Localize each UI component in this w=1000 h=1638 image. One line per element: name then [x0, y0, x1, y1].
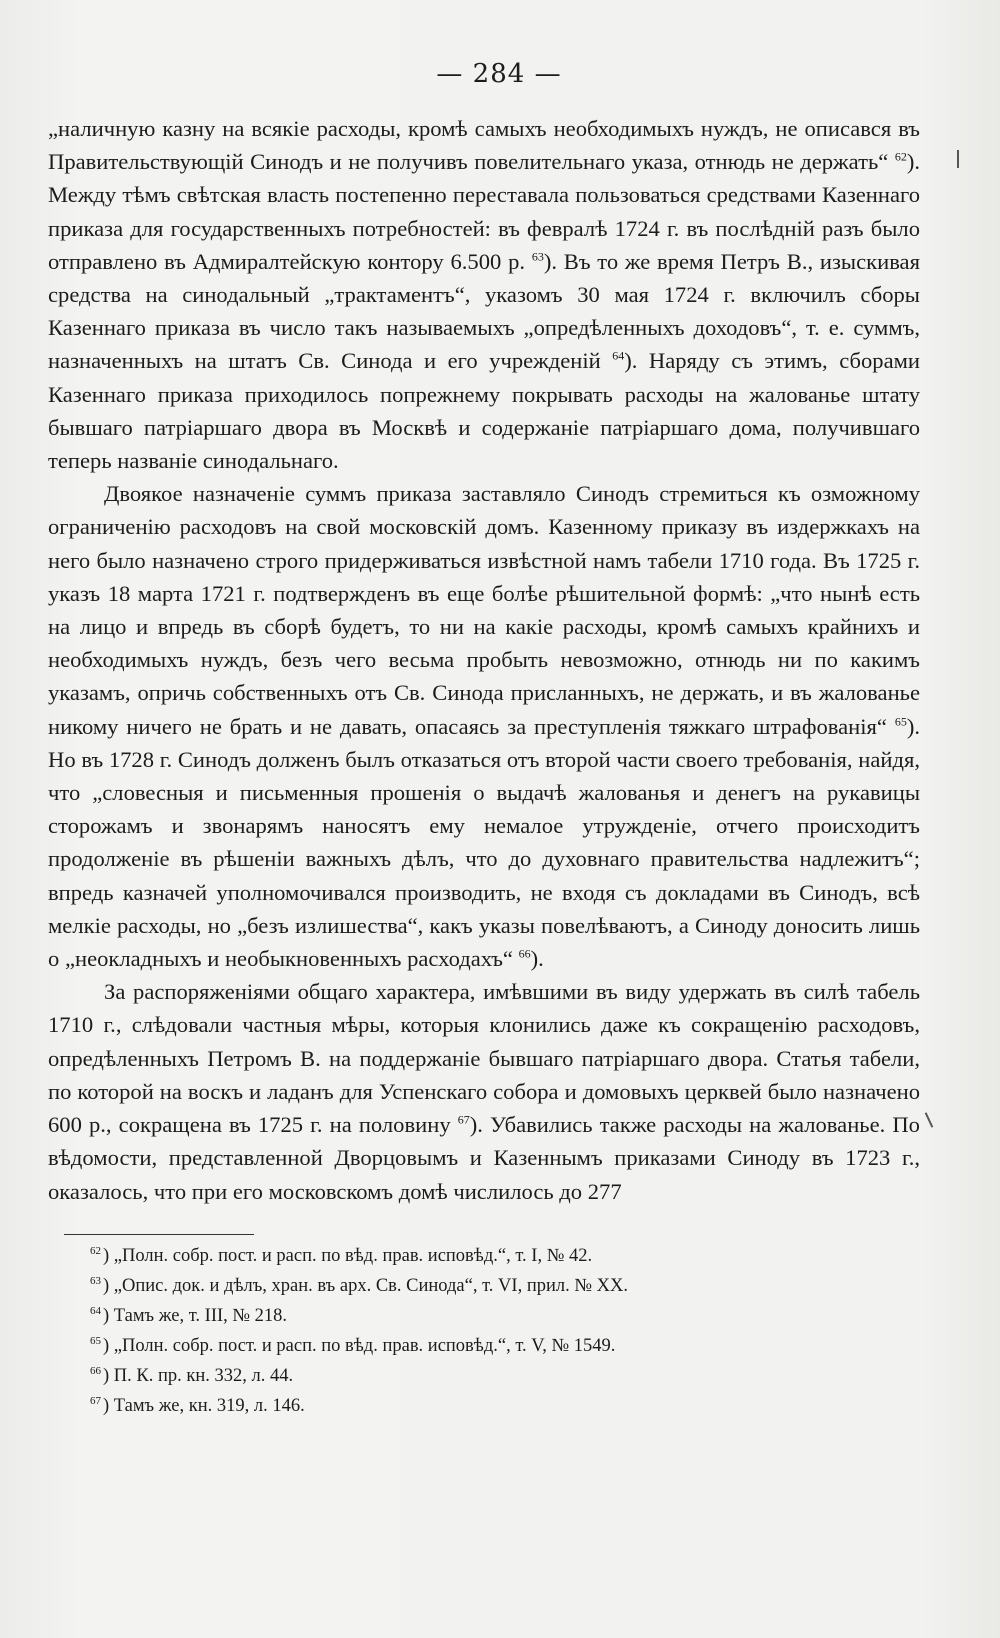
- footnote-number: 64: [90, 1304, 101, 1317]
- footnote: [90, 1301, 920, 1331]
- paragraph: [48, 477, 920, 975]
- footnote-divider: [64, 1234, 254, 1235]
- footnote-text: ) „Опис. док. и дѣлъ, хран. въ арх. Св. Синода“, т. VI, прил. № XX.: [103, 1275, 628, 1296]
- margin-mark: [957, 150, 959, 168]
- text-segment: Двоякое назначеніе суммъ приказа заставляло Синодъ стремиться къ озможному ограниченію расходовъ на свой московскій домъ. Казенному приказу въ издержкахъ на него было назначено строго придерживаться извѣстной намъ табели 1710 года. Въ 1725 г. указъ 18 марта 1721 г. подтвержденъ въ еще болѣе рѣшительной формѣ: „что нынѣ есть на лицо и впредь въ сборѣ будетъ, то ни на какіе расходы, кромѣ самыхъ крайнихъ и необходимыхъ нуждъ, безъ чего весьма пробыть невозможно, отнюдь ни по какимъ указамъ, опричь собственныхъ отъ Св. Синода присланныхъ, не держать, и въ жалованье никому ничего не брать и не давать, опасаясь за преступленія тяжкаго штрафованія“: [48, 481, 920, 739]
- text-segment: За распоряженіями общаго характера, имѣвшими въ виду удержать въ силѣ табель 1710 г., слѣдовали частныя мѣры, которыя клонились даже къ сокращенію расходовъ, опредѣленныхъ Петромъ В. на поддержаніе бывшаго патріаршаго двора. Статья табели, по которой на воскъ и ладанъ для Успенскаго собора и домовыхъ церквей было назначено 600 р., сокращена въ 1725 г. на половину: [48, 979, 920, 1138]
- footnote-reference: 63: [531, 249, 544, 264]
- text-segment: ). Въ то же время Петръ В., изыскивая средства на синодальный „трактаментъ“, указомъ 30 мая 1724 г. включилъ сборы Казеннаго приказа въ число такъ называемыхъ „опредѣленныхъ доходовъ“, т. е. суммъ, назначенныхъ на штатъ Св. Синода и его учрежденій: [48, 248, 920, 374]
- page-number: — 284 —: [436, 59, 562, 89]
- footnote: [90, 1241, 920, 1271]
- paragraph: [48, 112, 920, 477]
- footnote-text: ) Тамъ же, кн. 319, л. 146.: [103, 1395, 305, 1416]
- footnote: [90, 1361, 920, 1391]
- footnote-reference: 65: [894, 714, 907, 729]
- footnote-reference: 67: [457, 1112, 470, 1127]
- footnote-number: 62: [90, 1244, 101, 1257]
- footnote-reference: 66: [518, 946, 531, 961]
- margin-mark: [925, 1112, 934, 1127]
- footnote-number: 66: [90, 1364, 101, 1377]
- text-segment: ). Убавились также расходы на жалованье. По вѣдомости, представленной Дворцовымъ и Казеннымъ приказами Синоду въ 1723 г., оказалось, что при его московскомъ домѣ числилось до 277: [48, 1112, 920, 1204]
- main-text: [48, 112, 920, 1208]
- footnote: [90, 1271, 920, 1301]
- text-segment: ).: [530, 946, 544, 972]
- text-segment: ). Но въ 1728 г. Синодъ долженъ былъ отказаться отъ второй части своего требованія, найдя, что „словесныя и письменныя прошенія о выдачѣ жалованья и денегъ на рукавицы сторожамъ и звонарямъ наносятъ ему немалое утружденіе, отчего происходитъ продолженіе въ рѣшеніи важныхъ дѣлъ, что до духовнаго правительства надлежитъ“; впредь казначей уполномочивался производить, не входя съ докладами въ Синодъ, всѣ мелкіе расходы, но „безъ излишества“, какъ указы повелѣваютъ, а Синоду доносить лишь о „неокладныхъ и необыкновенныхъ расходахъ“: [48, 713, 920, 972]
- footnote-number: 67: [90, 1394, 101, 1407]
- footnote-text: ) „Полн. собр. пост. и расп. по вѣд. прав. исповѣд.“, т. I, № 42.: [103, 1245, 593, 1266]
- text-segment: ). Наряду съ этимъ, сборами Казеннаго приказа приходилось попрежнему покрывать расходы на жалованье штату бывшаго патріаршаго двора въ Москвѣ и содержаніе патріаршаго дома, получившаго теперь названіе синодальнаго.: [48, 348, 921, 474]
- footnote: [90, 1391, 920, 1421]
- footnote-number: 63: [90, 1274, 101, 1287]
- footnotes-list: [90, 1241, 920, 1421]
- footnote-text: ) „Полн. собр. пост. и расп. по вѣд. прав. исповѣд.“, т. V, № 1549.: [103, 1335, 616, 1356]
- text-segment: ). Между тѣмъ свѣтская власть постепенно переставала пользоваться средствами Казеннаго приказа для государственныхъ потребностей: въ февралѣ 1724 г. въ послѣдній разъ было отправлено въ Адмиралтейскую контору 6.500 р.: [48, 149, 920, 274]
- paragraph: [48, 975, 920, 1207]
- footnote-text: ) П. К. пр. кн. 332, л. 44.: [103, 1365, 294, 1386]
- text-segment: „наличную казну на всякіе расходы, кромѣ самыхъ необходимыхъ нуждъ, не описався въ Правительствующій Синодъ и не получивъ повелительнаго указа, отнюдь не держать“: [48, 116, 920, 175]
- footnote-reference: 64: [612, 348, 625, 363]
- footnote: [90, 1331, 920, 1361]
- footnote-reference: 62: [894, 149, 907, 164]
- footnote-number: 65: [90, 1334, 101, 1347]
- footnote-text: ) Тамъ же, т. III, № 218.: [103, 1305, 288, 1326]
